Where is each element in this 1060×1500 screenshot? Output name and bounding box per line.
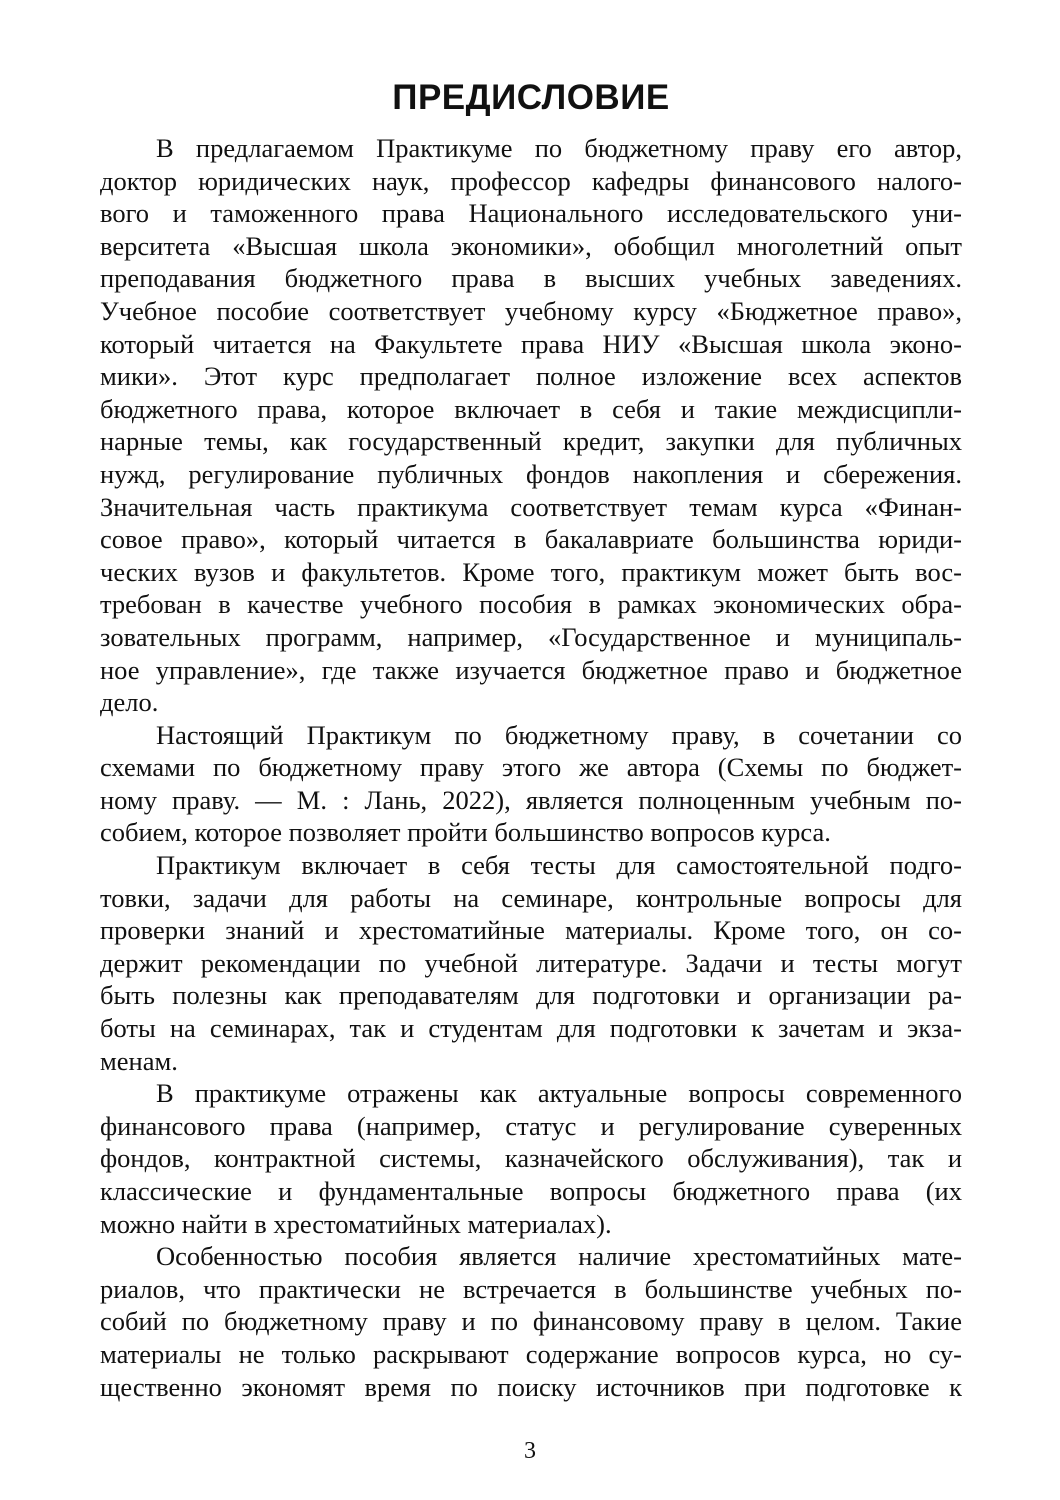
text-line: В практикуме отражены как актуальные вопросы современного: [156, 1078, 962, 1109]
text-line: ческих вузов и факультетов. Кроме того, практикум может быть вос-: [100, 556, 962, 587]
text-line: нужд, регулирование публичных фондов накопления и сбережения.: [100, 458, 962, 489]
body-text: [100, 132, 962, 1403]
text-line: менам.: [100, 1045, 178, 1076]
document-page: [100, 78, 962, 1403]
text-line: держит рекомендации по учебной литературе. Задачи и тесты могут: [100, 947, 962, 978]
text-line: требован в качестве учебного пособия в рамках экономических обра-: [100, 589, 962, 620]
text-line: дело.: [100, 687, 159, 718]
text-line: ному праву. — М. : Лань, 2022), является полноценным учебным по-: [100, 784, 962, 815]
text-line: риалов, что практически не встречается в большинстве учебных по-: [100, 1273, 962, 1304]
text-line: боты на семинарах, так и студентам для подготовки к зачетам и экза-: [100, 1013, 962, 1044]
paragraph: [100, 719, 962, 849]
paragraph: [100, 1077, 962, 1240]
page-title: ПРЕДИСЛОВИЕ: [392, 78, 670, 117]
text-line: щественно экономят время по поиску источников при подготовке к: [100, 1371, 962, 1402]
text-line: верситета «Высшая школа экономики», обобщил многолетний опыт: [100, 230, 962, 261]
text-line: Особенностью пособия является наличие хрестоматийных мате-: [156, 1241, 962, 1272]
text-line: фондов, контрактной системы, казначейского обслуживания), так и: [100, 1143, 962, 1174]
text-line: который читается на Факультете права НИУ «Высшая школа эконо-: [100, 328, 962, 359]
text-line: Значительная часть практикума соответствует темам курса «Финан-: [100, 491, 962, 522]
text-line: Учебное пособие соответствует учебному курсу «Бюджетное право»,: [100, 295, 962, 326]
text-line: можно найти в хрестоматийных материалах).: [100, 1208, 612, 1239]
text-line: товки, задачи для работы на семинаре, контрольные вопросы для: [100, 882, 962, 913]
text-line: собием, которое позволяет пройти большинство вопросов курса.: [100, 817, 831, 848]
text-line: Практикум включает в себя тесты для самостоятельной подго-: [156, 850, 962, 881]
paragraph: [100, 132, 962, 719]
paragraph: [100, 849, 962, 1077]
text-line: финансового права (например, статус и регулирование суверенных: [100, 1110, 962, 1141]
page-number: 3: [524, 1438, 536, 1464]
text-line: классические и фундаментальные вопросы бюджетного права (их: [100, 1176, 962, 1206]
text-line: преподавания бюджетного права в высших учебных заведениях.: [100, 263, 962, 294]
text-line: проверки знаний и хрестоматийные материалы. Кроме того, он со-: [100, 915, 962, 946]
text-line: совое право», который читается в бакалавриате большинства юриди-: [100, 524, 962, 555]
text-line: материалы не только раскрывают содержание вопросов курса, но су-: [100, 1338, 962, 1369]
text-line: ное управление», где также изучается бюджетное право и бюджетное: [100, 654, 962, 685]
text-line: мики». Этот курс предполагает полное изложение всех аспектов: [100, 361, 962, 392]
paragraph: [100, 1240, 962, 1403]
text-line: В предлагаемом Практикуме по бюджетному праву его автор,: [156, 133, 962, 163]
text-line: доктор юридических наук, профессор кафедры финансового налого-: [100, 165, 962, 196]
text-line: собий по бюджетному праву и по финансовому праву в целом. Такие: [100, 1306, 962, 1337]
text-line: Настоящий Практикум по бюджетному праву, в сочетании со: [156, 719, 962, 750]
text-line: схемами по бюджетному праву этого же автора (Схемы по бюджет-: [100, 752, 962, 783]
text-line: вого и таможенного права Национального исследовательского уни-: [100, 198, 962, 229]
text-line: зовательных программ, например, «Государственное и муниципаль-: [100, 621, 962, 652]
text-line: нарные темы, как государственный кредит, закупки для публичных: [100, 426, 962, 457]
text-line: бюджетного права, которое включает в себя и такие междисципли-: [100, 393, 962, 424]
text-line: быть полезны как преподавателям для подготовки и организации ра-: [100, 980, 962, 1011]
